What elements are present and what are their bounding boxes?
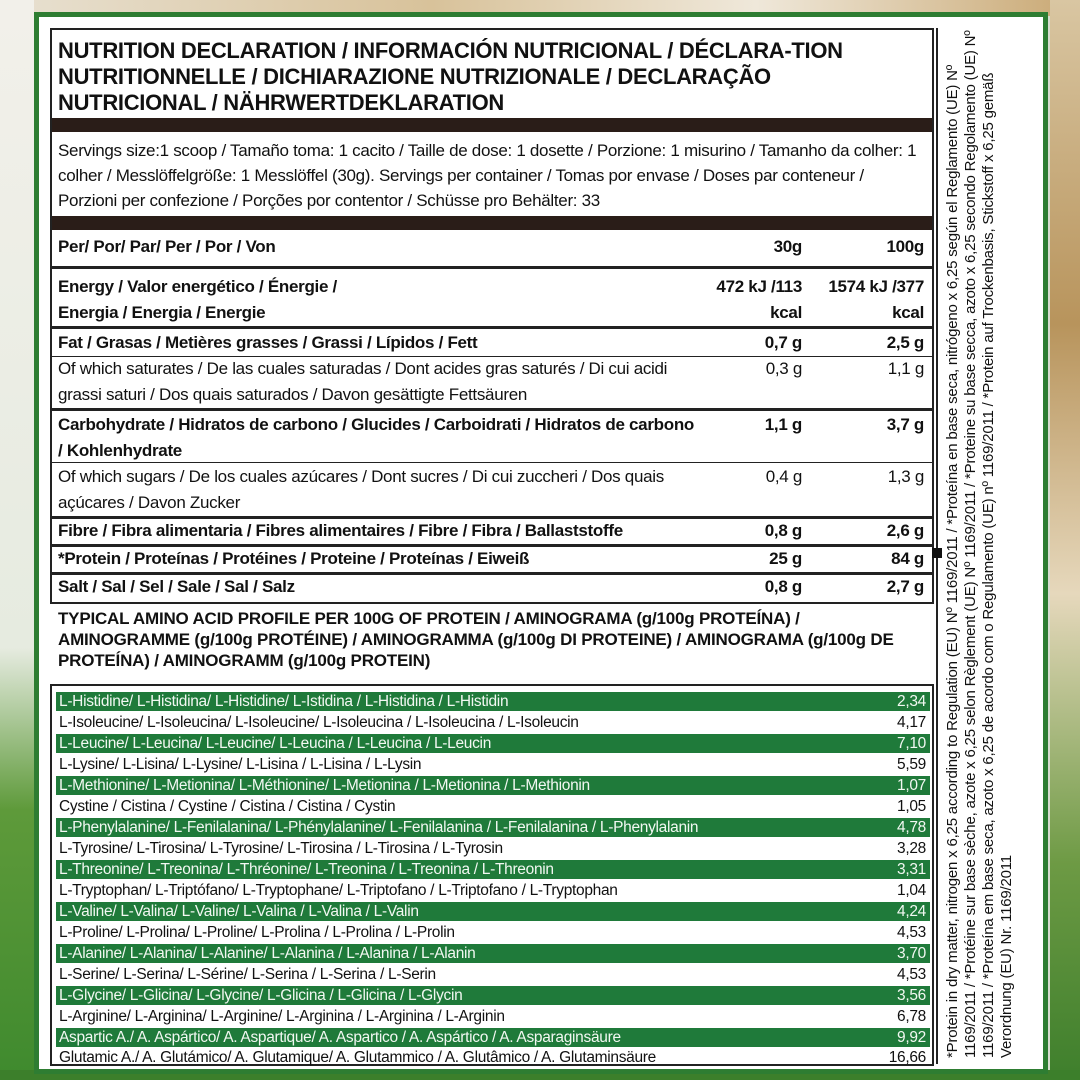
amino-name: L-Tryptophan/ L-Triptófano/ L-Tryptophane/ L-Triptofano / L-Triptofano / L-Tryptophan (59, 882, 618, 899)
amino-value: 4,78 (897, 819, 926, 836)
nutrient-label: Carbohydrate / Hidratos de carbono / Glucides / Carboidrati / Hidratos de carbono / Kohlenhydrate (58, 415, 694, 460)
nutrient-100g: 2,7 g (886, 577, 924, 596)
amino-row (56, 1007, 930, 1026)
amino-row (56, 839, 930, 858)
background-right (1050, 0, 1080, 1080)
amino-row (56, 1048, 930, 1067)
nutrient-label: Of which sugars / De los cuales azúcares / Dont sucres / Di cui zuccheri / Dos quais açúcares / Davon Zucker (58, 467, 664, 512)
amino-row (56, 776, 930, 795)
amino-value: 1,07 (897, 777, 926, 794)
amino-row (56, 734, 930, 753)
side-divider (936, 28, 938, 1064)
amino-name: L-Glycine/ L-Glicina/ L-Glycine/ L-Glicina / L-Glicina / L-Glycin (59, 987, 463, 1004)
nutrient-30g: 1,1 g (764, 415, 802, 434)
nutrient-30g: 472 kJ /113 kcal (716, 277, 802, 322)
amino-value: 4,24 (897, 903, 926, 920)
rule (52, 408, 932, 411)
amino-name: L-Isoleucine/ L-Isoleucina/ L-Isoleucine/ L-Isoleucina / L-Isoleucina / L-Isoleucin (59, 714, 579, 731)
nutrient-30g: 25 g (769, 549, 802, 568)
amino-value: 3,28 (897, 840, 926, 857)
amino-value: 3,56 (897, 987, 926, 1004)
amino-table (50, 684, 934, 1066)
amino-value: 16,66 (888, 1049, 926, 1066)
protein-footnote: *Protein in dry matter, nitrogen x 6,25 according to Regulation (EU) Nº 1169/2011 / *Proteína en base seca, nitrógeno x 6,25 según el Reglamento (UE) Nº 1169/2011 / *Protéine sur base sèche, azote x 6,25 selon Règlement (UE) Nº 1169/2011 / *Proteine su base secca, azoto x 6,25 secondo Regolamento (UE) Nº 1169/2011 / *Proteína em base seca, azoto x 6,25 de acordo com o Regulamento (UE) nº 1169/2011 / *Protein auf Trockenbasis, Stickstoff x 6,25 gemäß Verordnung (EU) Nr. 1169/2011 (944, 30, 1015, 1058)
nutrient-100g: 2,6 g (886, 521, 924, 540)
amino-row (56, 986, 930, 1005)
amino-name: L-Leucine/ L-Leucina/ L-Leucine/ L-Leucina / L-Leucina / L-Leucin (59, 735, 492, 752)
header-100g: 100g (886, 237, 924, 256)
nutrient-label: Salt / Sal / Sel / Sale / Sal / Salz (58, 577, 295, 596)
serving-info: Servings size:1 scoop / Tamaño toma: 1 cacito / Taille de dose: 1 dosette / Porzione: 1 misurino / Tamanho da colher: 1 colher / Messlöffelgröße: 1 Messlöffel (30g). Servings per container / Tomas por envase / Doses par conteneur / Porzioni per confezione / Porções por contentor / Schüsse pro Behälter: 33 (58, 141, 917, 210)
amino-row (56, 860, 930, 879)
nutrient-label: Energy / Valor energético / Énergie / Energia / Energia / Energie (58, 277, 337, 322)
header-label: Per/ Por/ Par/ Per / Por / Von (58, 237, 276, 256)
amino-value: 2,34 (897, 693, 926, 710)
amino-name: L-Threonine/ L-Treonina/ L-Thréonine/ L-Treonina / L-Treonina / L-Threonin (59, 861, 554, 878)
nutrient-30g: 0,7 g (764, 333, 802, 352)
amino-value: 5,59 (897, 756, 926, 773)
rule (52, 462, 932, 463)
amino-row (56, 818, 930, 837)
amino-value: 4,53 (897, 966, 926, 983)
amino-name: L-Alanine/ L-Alanina/ L-Alanine/ L-Alanina / L-Alanina / L-Alanin (59, 945, 476, 962)
amino-name: Aspartic A./ A. Aspártico/ A. Aspartique/ A. Aspartico / A. Aspártico / A. Asparaginsäure (59, 1029, 621, 1046)
amino-row (56, 713, 930, 732)
nutrient-label: Fibre / Fibra alimentaria / Fibres alimentaires / Fibre / Fibra / Ballaststoffe (58, 521, 623, 540)
amino-row (56, 923, 930, 942)
amino-value: 6,78 (897, 1008, 926, 1025)
amino-row (56, 692, 930, 711)
amino-name: L-Arginine/ L-Arginina/ L-Arginine/ L-Arginina / L-Arginina / L-Arginin (59, 1008, 505, 1025)
nutrient-label: Of which saturates / De las cuales saturadas / Dont acides gras saturés / Di cui acidi grassi saturi / Dos quais saturados / Davon gesättigte Fettsäuren (58, 359, 668, 404)
amino-value: 9,92 (897, 1029, 926, 1046)
amino-row (56, 797, 930, 816)
amino-name: Cystine / Cistina / Cystine / Cistina / Cistina / Cystin (59, 798, 396, 815)
amino-row (56, 965, 930, 984)
nutrient-100g: 84 g (891, 549, 924, 568)
rule (52, 326, 932, 329)
amino-value: 4,17 (897, 714, 926, 731)
amino-value: 3,31 (897, 861, 926, 878)
title-divider-bar (52, 118, 932, 132)
side-marker (932, 548, 942, 558)
nutrition-title: NUTRITION DECLARATION / INFORMACIÓN NUTRICIONAL / DÉCLARA-TION NUTRITIONNELLE / DICHIARAZIONE NUTRIZIONALE / DECLARAÇÃO NUTRICIONAL / NÄHRWERTDEKLARATION (58, 38, 843, 115)
amino-name: L-Phenylalanine/ L-Fenilalanina/ L-Phénylalanine/ L-Fenilalanina / L-Fenilalanina / L-Phenylalanin (59, 819, 699, 836)
nutrient-100g: 1574 kJ /377 kcal (828, 277, 924, 322)
amino-name: Glutamic A./ A. Glutámico/ A. Glutamique/ A. Glutammico / A. Glutâmico / A. Glutaminsäure (59, 1049, 656, 1066)
amino-name: L-Serine/ L-Serina/ L-Sérine/ L-Serina / L-Serina / L-Serin (59, 966, 436, 983)
amino-name: L-Histidine/ L-Histidina/ L-Histidine/ L-Istidina / L-Histidina / L-Histidin (59, 693, 509, 710)
amino-value: 1,05 (897, 798, 926, 815)
amino-row (56, 755, 930, 774)
amino-value: 3,70 (897, 945, 926, 962)
nutrient-100g: 2,5 g (886, 333, 924, 352)
serving-divider-bar (52, 216, 932, 230)
nutrient-30g: 0,8 g (764, 521, 802, 540)
amino-name: L-Valine/ L-Valina/ L-Valine/ L-Valina / L-Valina / L-Valin (59, 903, 419, 920)
amino-row (56, 944, 930, 963)
amino-row (56, 1028, 930, 1047)
nutrient-30g: 0,3 g (765, 359, 802, 378)
nutrient-30g: 0,4 g (765, 467, 802, 486)
background-left (0, 0, 34, 1080)
amino-name: L-Tyrosine/ L-Tirosina/ L-Tyrosine/ L-Tirosina / L-Tirosina / L-Tyrosin (59, 840, 503, 857)
amino-row (56, 881, 930, 900)
amino-row (56, 902, 930, 921)
amino-value: 7,10 (897, 735, 926, 752)
nutrient-label: *Protein / Proteínas / Protéines / Proteine / Proteínas / Eiweiß (58, 549, 530, 568)
amino-name: L-Lysine/ L-Lisina/ L-Lysine/ L-Lisina / L-Lisina / L-Lysin (59, 756, 422, 773)
nutrient-30g: 0,8 g (764, 577, 802, 596)
amino-value: 4,53 (897, 924, 926, 941)
header-rule (52, 266, 932, 269)
amino-name: L-Proline/ L-Prolina/ L-Proline/ L-Prolina / L-Prolina / L-Prolin (59, 924, 455, 941)
nutrient-label: Fat / Grasas / Metières grasses / Grassi / Lípidos / Fett (58, 333, 478, 352)
nutrient-100g: 1,3 g (887, 467, 924, 486)
amino-value: 1,04 (897, 882, 926, 899)
amino-title: TYPICAL AMINO ACID PROFILE PER 100G OF PROTEIN / AMINOGRAMA (g/100g PROTEÍNA) / AMINOGRAMME (g/100g PROTÉINE) / AMINOGRAMMA (g/100g DI PROTEINE) / AMINOGRAMA (g/100g DE PROTEÍNA) / AMINOGRAMM (g/100g PROTEIN) (58, 609, 894, 670)
header-30g: 30g (773, 237, 802, 256)
nutrient-100g: 3,7 g (886, 415, 924, 434)
nutrient-100g: 1,1 g (887, 359, 924, 378)
nutrition-panel (50, 28, 934, 604)
amino-name: L-Methionine/ L-Metionina/ L-Méthionine/ L-Metionina / L-Metionina / L-Methionin (59, 777, 590, 794)
